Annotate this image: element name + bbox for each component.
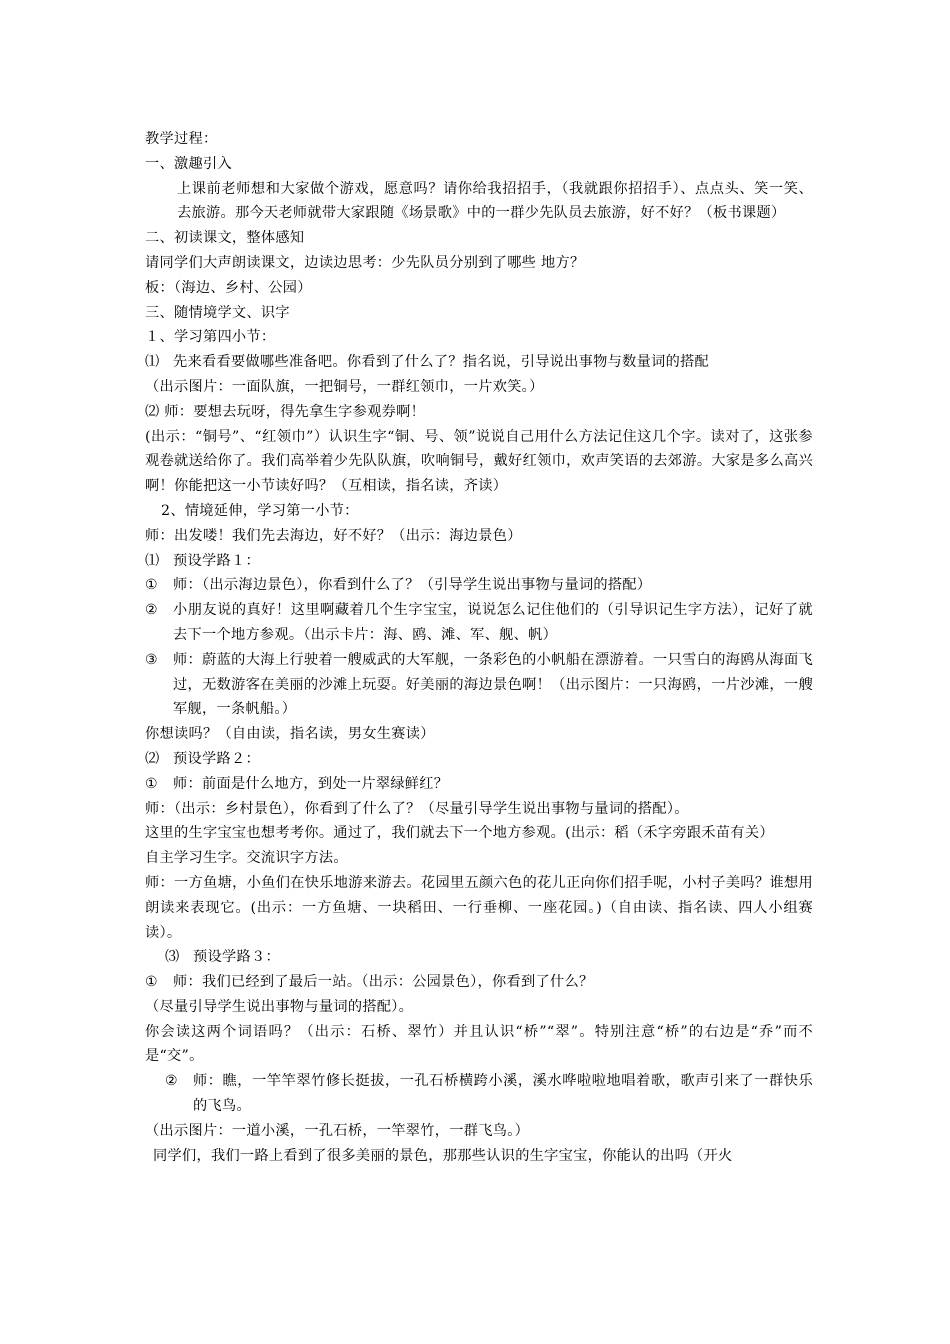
list-marker: ⑵: [145, 750, 160, 767]
list-item-text: 师：瞧，一竿竿翠竹修长挺拔，一孔石桥横跨小溪，溪水哗啦啦地唱着歌，歌声引来了一群快乐的飞鸟。: [193, 1073, 813, 1115]
list-item: [145, 573, 813, 598]
list-item-text: 师：（出示海边景色），你看到什么了？（引导学生说出事物与量词的搭配）: [173, 577, 652, 594]
list-marker: ③: [145, 651, 159, 668]
list-item: [145, 648, 813, 722]
paragraph: 师：（出示：乡村景色），你看到了什么了？（尽量引导学生说出事物与量词的搭配）。: [145, 800, 689, 817]
section-heading: 三、随情境学文、识字: [145, 304, 290, 321]
paragraph: （出示图片：一面队旗，一把铜号，一群红领巾，一片欢笑。）: [145, 378, 544, 395]
paragraph: 自主学习生字。交流识字方法。: [145, 850, 348, 867]
paragraph: 你会读这两个词语吗？（出示：石桥、翠竹）并且认识“桥”“翠”。特别注意“桥”的右边是“乔”而不是“交”。: [145, 1023, 813, 1065]
section-heading: 教学过程：: [145, 131, 218, 147]
list-marker: ②: [145, 602, 159, 619]
paragraph: （尽量引导学生说出事物与量词的搭配）。: [145, 998, 414, 1015]
list-marker: ①: [145, 974, 159, 991]
subsection-heading: １、学习第四小节：: [145, 329, 276, 346]
list-marker: ⑴: [145, 552, 160, 569]
paragraph: (出示：“铜号”、“红领巾”）认识生字“铜、号、领”说说自己用什么方法记住这几个字。读对了，这张参观卷就送给你了。我们高举着少先队队旗，吹响铜号，戴好红领巾，欢声笑语的去郊游。大家是多么高兴啊！你能把这一小节读好吗？（互相读，指名读，齐读）: [145, 428, 813, 495]
list-marker: ②: [165, 1073, 179, 1090]
paragraph: （出示图片：一道小溪，一孔石桥，一竿翠竹，一群飞鸟。）: [145, 1122, 530, 1139]
list-item: [145, 549, 813, 574]
list-item-text: 先来看看要做哪些准备吧。你看到了什么了？指名说，引导说出事物与数量词的搭配: [173, 354, 710, 371]
paragraph: 师：一方鱼塘，小鱼们在快乐地游来游去。花园里五颜六色的花儿正向你们招手呢，小村子美吗？谁想用朗读来表现它。(出示：一方鱼塘、一块稻田、一行垂柳、一座花园。)（自由读、指名读、四人小组赛读）。: [145, 874, 813, 941]
paragraph: ⑵ 师：要想去玩呀，得先拿生字参观券啊！: [145, 403, 426, 420]
list-marker: ⑴: [145, 354, 160, 371]
list-item: [145, 1069, 813, 1119]
list-item-text: 预设学路２：: [173, 750, 260, 767]
paragraph: 你想读吗？（自由读，指名读，男女生赛读）: [145, 726, 435, 743]
list-item: [145, 945, 813, 970]
list-item-text: 小朋友说的真好！这里啊藏着几个生字宝宝，说说怎么记住他们的（引导识记生字方法），记好了就去下一个地方参观。（出示卡片：海、鸥、滩、军、舰、帆）: [173, 602, 813, 643]
list-item: [145, 747, 813, 772]
list-item: [145, 772, 813, 797]
list-item: [145, 970, 813, 995]
section-heading: 二、初读课文，整体感知: [145, 230, 305, 247]
list-item-text: 预设学路３：: [193, 949, 280, 966]
paragraph: 板：（海边、乡村、公园）: [145, 279, 312, 296]
list-item: [145, 598, 813, 648]
section-heading: 一、激趣引入: [145, 155, 232, 172]
paragraph: 同学们，我们一路上看到了很多美丽的景色，那那些认识的生字宝宝，你能认的出吗（开火: [153, 1147, 733, 1164]
list-item-text: 师：我们已经到了最后一站。（出示：公园景色），你看到了什么？: [173, 974, 594, 991]
paragraph: 上课前老师想和大家做个游戏，愿意吗？请你给我招招手，（我就跟你招招手）、点点头、笑一笑、去旅游。那今天老师就带大家跟随《场景歌》中的一群少先队员去旅游，好不好？（板书课题）: [177, 180, 813, 222]
list-marker: ⑶: [165, 949, 180, 966]
lesson-text: [145, 127, 813, 1168]
list-marker: ①: [145, 775, 159, 792]
paragraph: 这里的生字宝宝也想考考你。通过了，我们就去下一个地方参观。(出示：稻（禾字旁跟禾苗有关）: [145, 825, 774, 842]
paragraph: 请同学们大声朗读课文，边读边思考：少先队员分别到了哪些 地方？: [145, 254, 585, 271]
list-item: [145, 350, 813, 375]
list-item-text: 预设学路１：: [173, 552, 260, 569]
list-item-text: 师：蔚蓝的大海上行驶着一艘威武的大军舰，一条彩色的小帆船在漂游着。一只雪白的海鸥从海面飞过，无数游客在美丽的沙滩上玩耍。好美丽的海边景色啊！（出示图片：一只海鸥，一片沙滩，一艘军舰，一条帆船。）: [173, 651, 813, 718]
list-marker: ①: [145, 577, 159, 594]
subsection-heading: 2、情境延伸，学习第一小节：: [161, 502, 359, 519]
paragraph: 师：出发喽！我们先去海边，好不好？（出示：海边景色）: [145, 527, 522, 544]
list-item-text: 师：前面是什么地方，到处一片翠绿鲜红？: [173, 775, 449, 792]
